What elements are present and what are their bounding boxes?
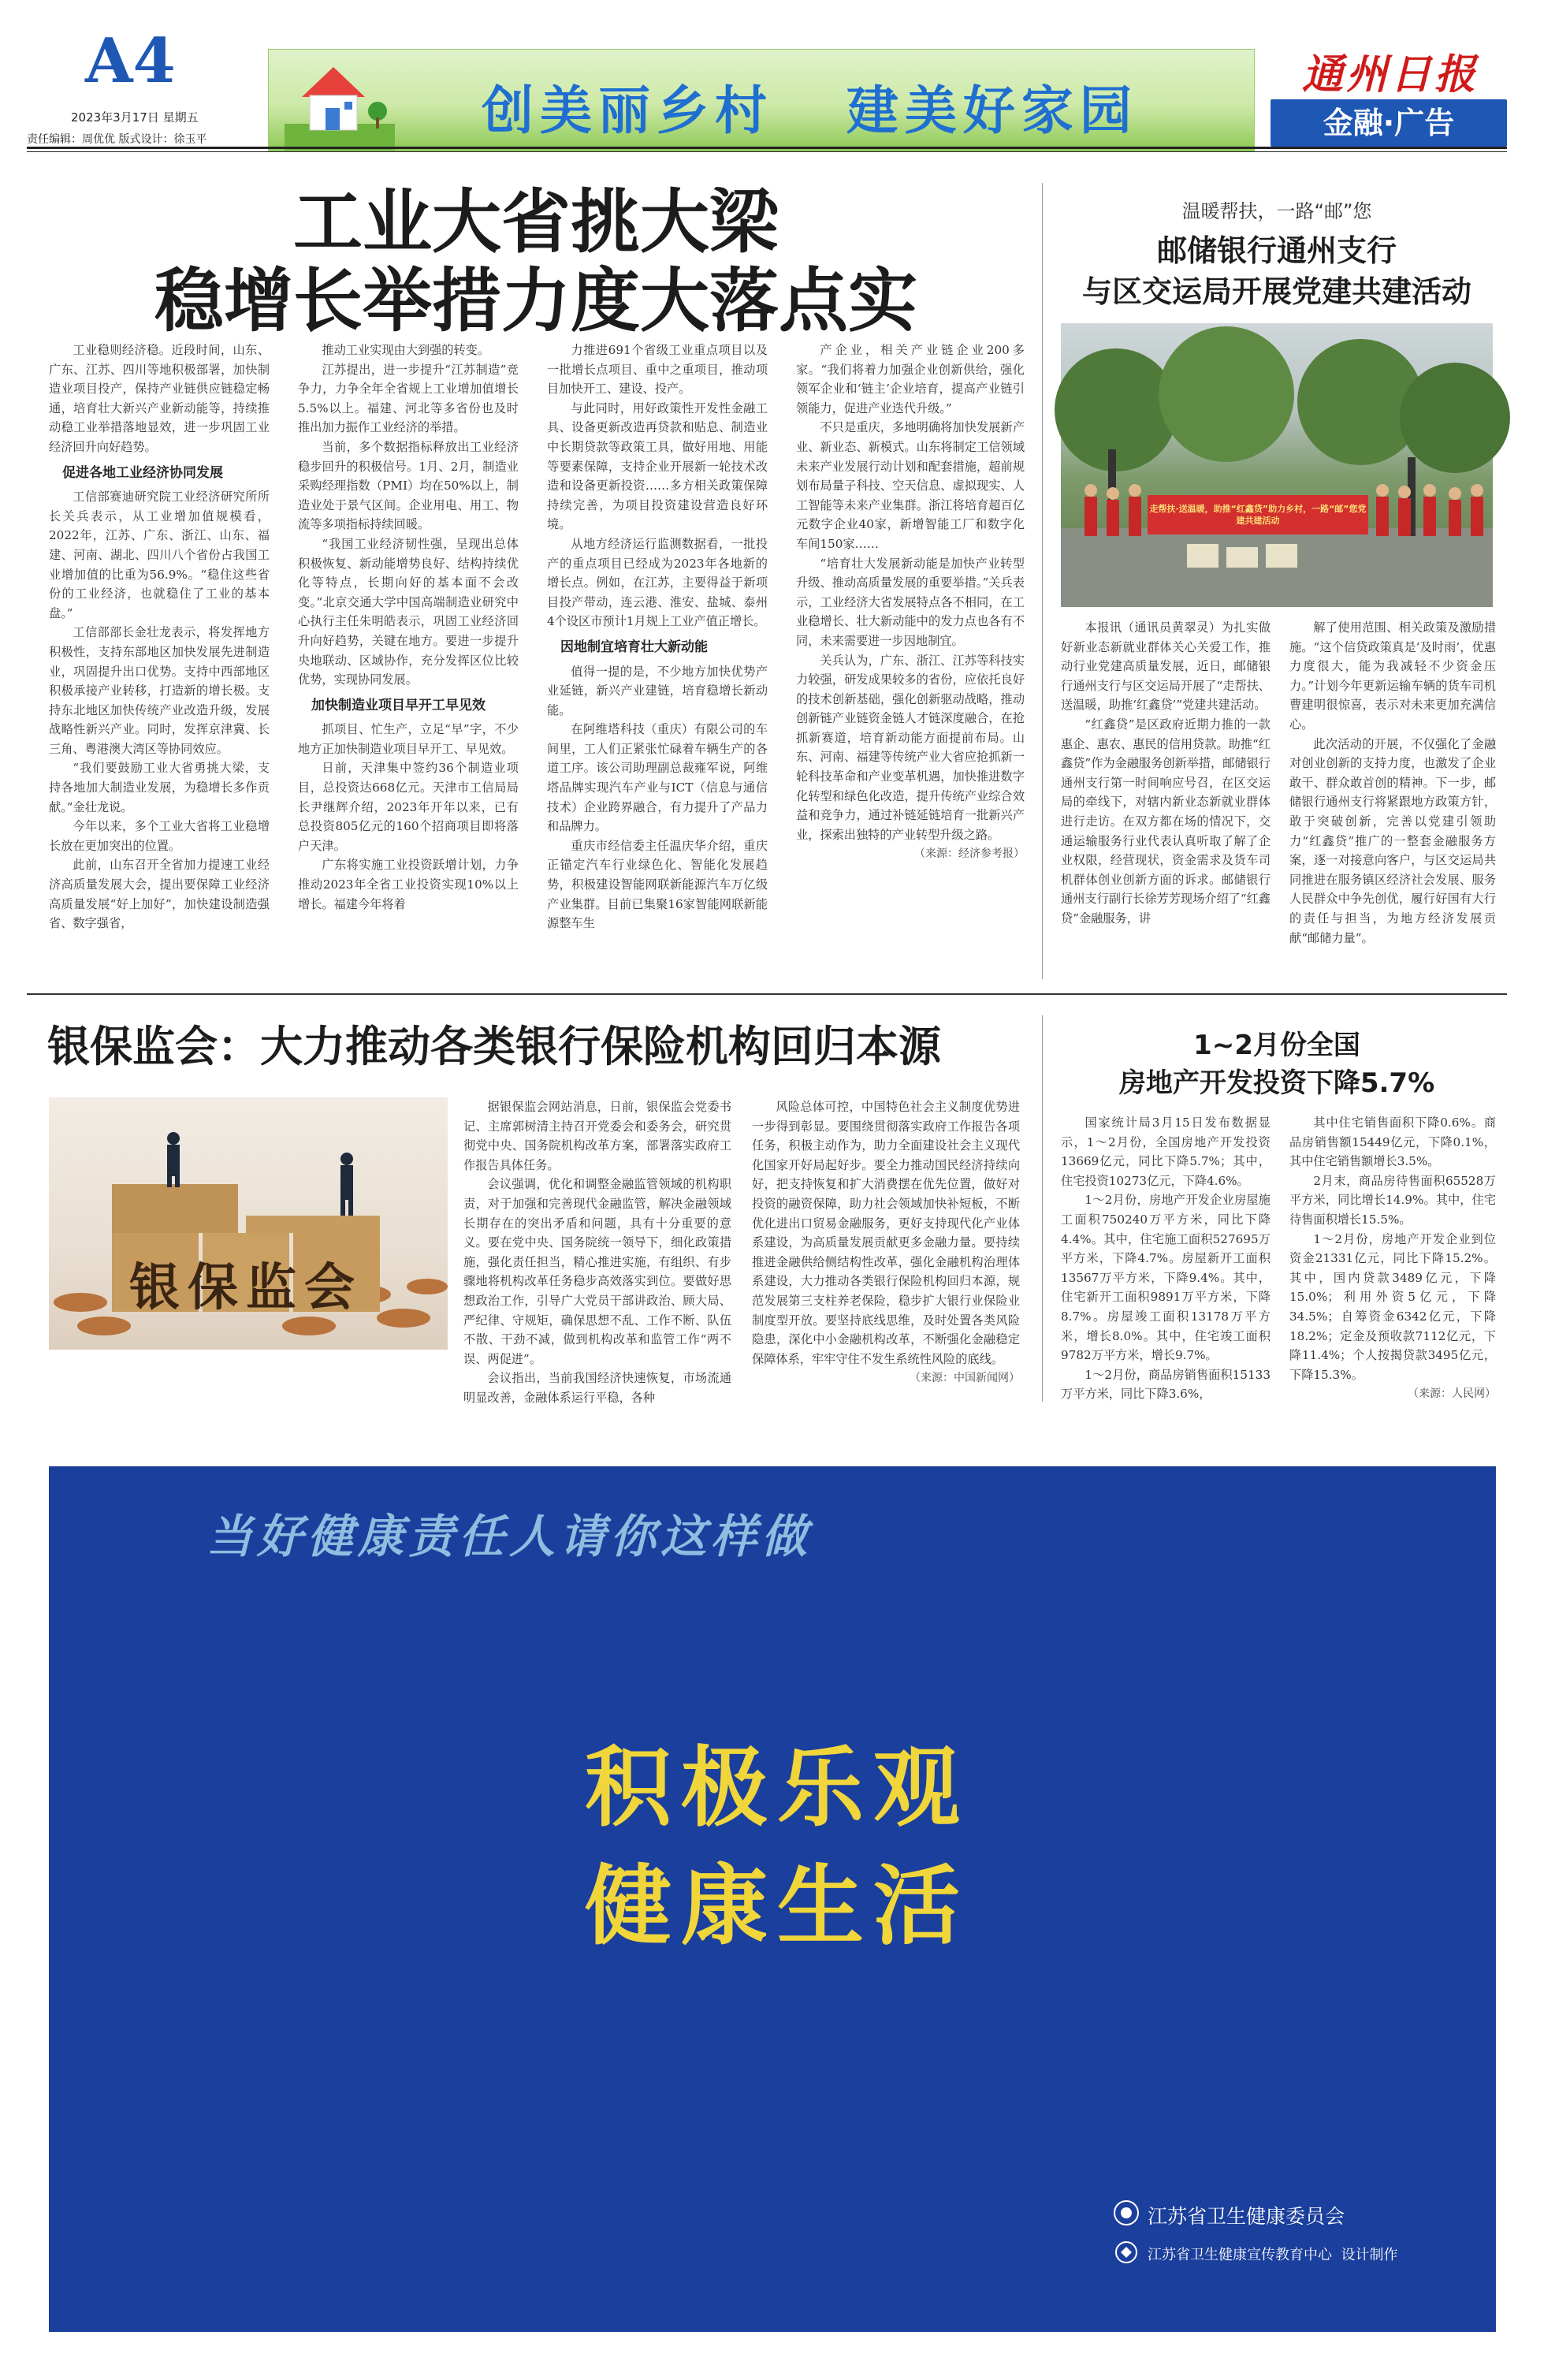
ad-line-2: 健康生活 [585,1856,969,1957]
paper-name: 通州日报 [1302,50,1479,99]
ad-line-1: 积极乐观 [585,1738,969,1838]
article3-column-1: 据银保监会网站消息，日前，银保监会党委书记、主席郭树清主持召开党委会和委务会，研究贯彻党中央、国务院机构改革方案，部署落实政府工作报告具体任务。 会议强调，优化和调整金融监管领域的机构职责，对于加强和完善现代金融监管，解决金融领域长期存在的突出矛盾和问题，具有十分重要的意义。要在党中央、国务院统一领导下，细化政策措施，强化责任担当，精心推进实施，有组织、有步骤地将机构改革任务稳步高效落实到位。要做好思想政治工作，引导广大党员干部讲政治、顾大局、严纪律、守规矩，确保思想不乱、工作不断、队伍不散、干劲不减，做到机构改革和监管工作“两不误、两促进”。 会议指出，当前我国经济快速恢复，市场流通明显改善，金融体系运行平稳，各种 [463,1100,731,1405]
article4-column-2: 其中住宅销售面积下降0.6%。商品房销售额15449亿元，下降0.1%，其中住宅销售额增长3.5%。 2月末，商品房待售面积65528万平方米，同比增长14.9%。其中，住宅待售面积增长15.5%。 1～2月份，房地产开发企业到位资金21331亿元，同比下降15.2%。其中，国内贷款3489亿元，下降15.0%；利用外资5亿元，下降34.5%；自筹资金6342亿元，下降18.2%；定金及预收款7112亿元，下降11.4%；个人按揭贷款3495亿元，下降15.3%。 （来源：人民网） [1289,1113,1496,1397]
vertical-divider-2 [1042,1015,1043,1402]
vertical-divider [1042,183,1043,979]
health-ad: 当好健康责任人请你这样做 积极乐观 健康生活 江苏省卫生健康委员会 江苏省卫生健康宣传教育中心 设计制作 [49,1466,1496,2332]
banner [268,49,1255,151]
masthead-rule [27,147,1507,149]
article1-column-3: 力推进691个省级工业重点项目以及一批增长点项目、重中之重项目，推动项目加快开工、建设、投产。 与此同时，用好政策性开发性金融工具、设备更新改造再贷款和贴息、制造业中长期贷款等政策工具，做好用地、用能等要素保障，支持企业开展新一轮技术改造和设备更新投资……多方相关政策保障持续完善，为项目投资建设营造良好环境。 从地方经济运行监测数据看，一批投产的重点项目已经成为2023年各地新的增长点。例如，在江苏，主要得益于新项目投产带动，连云港、淮安、盐城、泰州4个设区市预计1月规上工业产值正增长。 因地制宜培育壮大新动能 值得一提的是，不少地方加快优势产业延链，新兴产业建链，培育稳增长新动能。 在阿维塔科技（重庆）有限公司的车间里，工人们正紧张忙碌着车辆生产的各道工序。该公司助理副总裁雍军说，阿维塔品牌实现汽车产业与ICT（信息与通信技术）企业跨界融合，有力提升了产品力和品牌力。 重庆市经信委主任温庆华介绍，重庆正锚定汽车行业绿色化、智能化发展趋势，积极建设智能网联新能源汽车万亿级产业集群。目前已集聚16家智能网联新能源整车生 [547,343,768,931]
article3-photo [49,1097,448,1350]
article4-column-1: 国家统计局3月15日发布数据显示，1～2月份，全国房地产开发投资13669亿元，同比下降5.7%；其中，住宅投资10273亿元，下降4.6%。 1～2月份，房地产开发企业房屋施工面积750240万平方米，同比下降4.4%。其中，住宅施工面积527695万平方米，下降4.7%。房屋新开工面积13567万平方米，下降9.4%。其中，住宅新开工面积9891万平方米，下降8.7%。房屋竣工面积13178万平方米，增长8.0%。其中，住宅竣工面积9782万平方米，增长9.7%。 1～2月份，商品房销售面积15133万平方米，同比下降3.6%， [1061,1116,1271,1402]
article1-source: （来源：经济参考报） [914,847,1025,861]
banner-slogan: 创美丽乡村 建美好家园 [482,80,1138,141]
article4-title: 1~2月份全国 房地产开发投资下降5.7% [1118,1030,1435,1099]
article1-title: 工业大省挑大梁 稳增长举措力度大落点实 [154,181,917,341]
article2-column-1: 本报讯（通讯员黄翠灵）为扎实做好新业态新就业群体关心关爱工作，推动行业党建高质量发展，近日，邮储银行通州支行与区交运局开展了“走帮扶、送温暖，助推‘红鑫贷’”党建共建活动。 “红鑫贷”是区政府近期力推的一款惠企、惠农、惠民的信用贷款。助推“红鑫贷”作为金融服务创新举措，邮储银行通州支行第一时间响应号召，在区交运局的牵线下，对辖内新业态新就业群体进行走访。在双方都在场的情况下，交通运输服务行业代表认真听取了解了企业权限，经营现状，资金需求及货车司机群体创业创新方面的诉求。邮储银行通州支行副行长徐芳芳现场介绍了“红鑫贷”金融服务，讲 [1061,620,1271,926]
ad-top-slogan: 当好健康责任人请你这样做 [206,1510,813,1563]
page-number: A4 [85,25,176,97]
article1-column-1: 工业稳则经济稳。近段时间，山东、广东、江苏、四川等地积极部署，加快制造业项目投产，保持产业链供应链稳定畅通，培育壮大新兴产业新动能等，持续推动稳工业举措落地显效，进一步巩固工业经济回升向好趋势。 促进各地工业经济协同发展 工信部赛迪研究院工业经济研究所所长关兵表示，从工业增加值规模看，2022年，江苏、广东、浙江、山东、福建、河南、湖北、四川八个省份占我国工业增加值的比重为56.9%。“稳住这些省份的工业经济，也就稳住了工业的基本盘。” 工信部部长金壮龙表示，将发挥地方积极性，支持东部地区加快发展先进制造业，巩固提升出口优势。支持中西部地区积极承接产业转移，打造新的增长极。支持东北地区加快传统产业改造升级，发展战略性新兴产业。同时，发挥京津冀、长三角、粤港澳大湾区等协同效应。 “我们要鼓励工业大省勇挑大梁，支持各地加大制造业发展，为稳增长多作贡献。”金壮龙说。 今年以来，多个工业大省将工业稳增长放在更加突出的位置。 此前，山东召开全省加力提速工业经济高质量发展大会，提出要保障工业经济高质量发展“好上加好”，加快建设制造强省、数字强省， [49,343,270,931]
article1-column-4: 产企业，相关产业链企业200多家。“我们将着力加强企业创新供给，强化领军企业和‘链主’企业培育，提高产业链引领能力，促进产业迭代升级。” 不只是重庆，多地明确将加快发展新产业、新业态、新模式。山东将制定工信领域未来产业发展行动计划和配套措施，超前规划布局量子科技、空天信息、虚拟现实、人工智能等未来产业集群。浙江将培育超百亿元数字企业40家，新增智能工厂和数字化车间150家…… “培育壮大发展新动能是加快产业转型升级、推动高质量发展的重要举措。”关兵表示，工业经济大省发展特点各不相同，在工业稳增长、壮大新动能中的发力点也各有不同，未来需要进一步因地制宜。 关兵认为，广东、浙江、江苏等科技实力较强，研发成果较多的省份，应依托良好的技术创新基础，强化创新驱动战略，推动创新链产业链资金链人才链深度融合，在抢抓新赛道，培育新动能方面提前布局。山东、河南、福建等传统产业大省应抢抓新一轮科技革命和产业变革机遇，加快推进数字化转型和绿色化改造，提升传统产业综合效益和竞争力，通过补链延链培育一批新兴产业，探索出独特的产业转型升级之路。 （来源：经济参考报） [796,341,1025,971]
photo-caption-blocks: 银保监会 [129,1259,363,1317]
article2-column-2: 解了使用范围、相关政策及激励措施。“这个信贷政策真是‘及时雨’，优惠力度很大，能为我减轻不少资金压力。”计划今年更新运输车辆的货车司机曹建明很惊喜，表示对未来更加充满信心。 此次活动的开展，不仅强化了金融对创业创新的支持力度，也激发了企业敢干、群众敢首创的精神。下一步，邮储银行通州支行将紧跟地方政策方针，敢于突破创新，完善以党建引领助力“红鑫贷”推广的一整套金融服务方案，逐一对接意向客户，与区交运局共同推进在服务镇区经济社会发展、服务人民群众中争先创优，履行好国有大行的责任与担当，为地方经济发展贡献“邮储力量”。 [1289,620,1496,945]
article2-kicker: 温暖帮扶，一路“邮”您 [1181,200,1372,222]
article3-source: （来源：中国新闻网） [910,1372,1020,1385]
section-label: 金融·广告 [1271,99,1507,147]
health-commission-emblem-icon [1113,2199,1140,2226]
article4-source: （来源：人民网） [1408,1387,1496,1401]
article3-title: 银保监会：大力推动各类银行保险机构回归本源 [47,1022,941,1071]
article2-photo [1061,323,1493,607]
house-icon [285,50,395,151]
issue-date: 2023年3月17日 星期五 [71,110,199,125]
photo-banner-text: 走帮扶·送温暖，助推“红鑫贷”助力乡村，一路“邮”您党建共建活动 [1149,504,1367,526]
section-rule-1 [27,993,1507,995]
health-education-center-emblem-icon [1114,2240,1138,2264]
article1-column-2: 推动工业实现由大到强的转变。 江苏提出，进一步提升“江苏制造”竞争力，力争全年全省规上工业增加值增长5.5%以上。福建、河北等多省份也及时推出加力振作工业经济的举措。 当前，多个数据指标释放出工业经济稳步回升的积极信号。1月、2月，制造业采购经理指数（PMI）均在50%以上，制造业处于景气区间。企业用电、用工、物流等多项指标持续回暖。 “我国工业经济韧性强，呈现出总体积极恢复、新动能增势良好、结构持续优化等特点，长期向好的基本面不会改变。”北京交通大学中国高端制造业研究中心执行主任朱明皓表示，巩固工业经济回升向好趋势，关键在地方。要进一步提升央地联动、区域协作，充分发挥区位比较优势，实现协同发展。 加快制造业项目早开工早见效 抓项目、忙生产，立足“早”字，不少地方正加快制造业项目早开工、早见效。 日前，天津集中签约36个制造业项目，总投资达668亿元。天津市工信局局长尹继辉介绍，2023年开年以来，已有总投资805亿元的160个招商项目即将落户天津。 广东将实施工业投资跃增计划，力争推动2023年全省工业投资实现10%以上增长。福建今年将着 [298,343,519,911]
article3-column-2: 风险总体可控，中国特色社会主义制度优势进一步得到彰显。要围绕贯彻落实政府工作报告各项任务，积极主动作为，助力全面建设社会主义现代化国家开好局起好步。要全力推动国民经济持续向好，把支持恢复和扩大消费摆在优先位置，做好对投资的融资保障，助力社会领域加快补短板，不断优化进出口贸易金融服务，更好支持现代化产业体系建设，为高质量发展贡献更多金融力量。要持续推进金融供给侧结构性改革，强化金融机构治理体系建设，大力推动各类银行保险机构回归本源，规范发展第三支柱养老保险，稳步扩大银行业保险业制度型开放。要坚持底线思维，及时处置各类风险隐患，深化中小金融机构改革，不断强化金融稳定保障体系，牢牢守住不发生系统性风险的底线。 （来源：中国新闻网） [752,1097,1020,1381]
masthead-rule-thin [27,151,1507,152]
editors-credit: 责任编辑：周优优 版式设计：徐玉平 [27,133,207,146]
article2-title: 邮储银行通州支行 与区交运局开展党建共建活动 [1081,233,1471,309]
